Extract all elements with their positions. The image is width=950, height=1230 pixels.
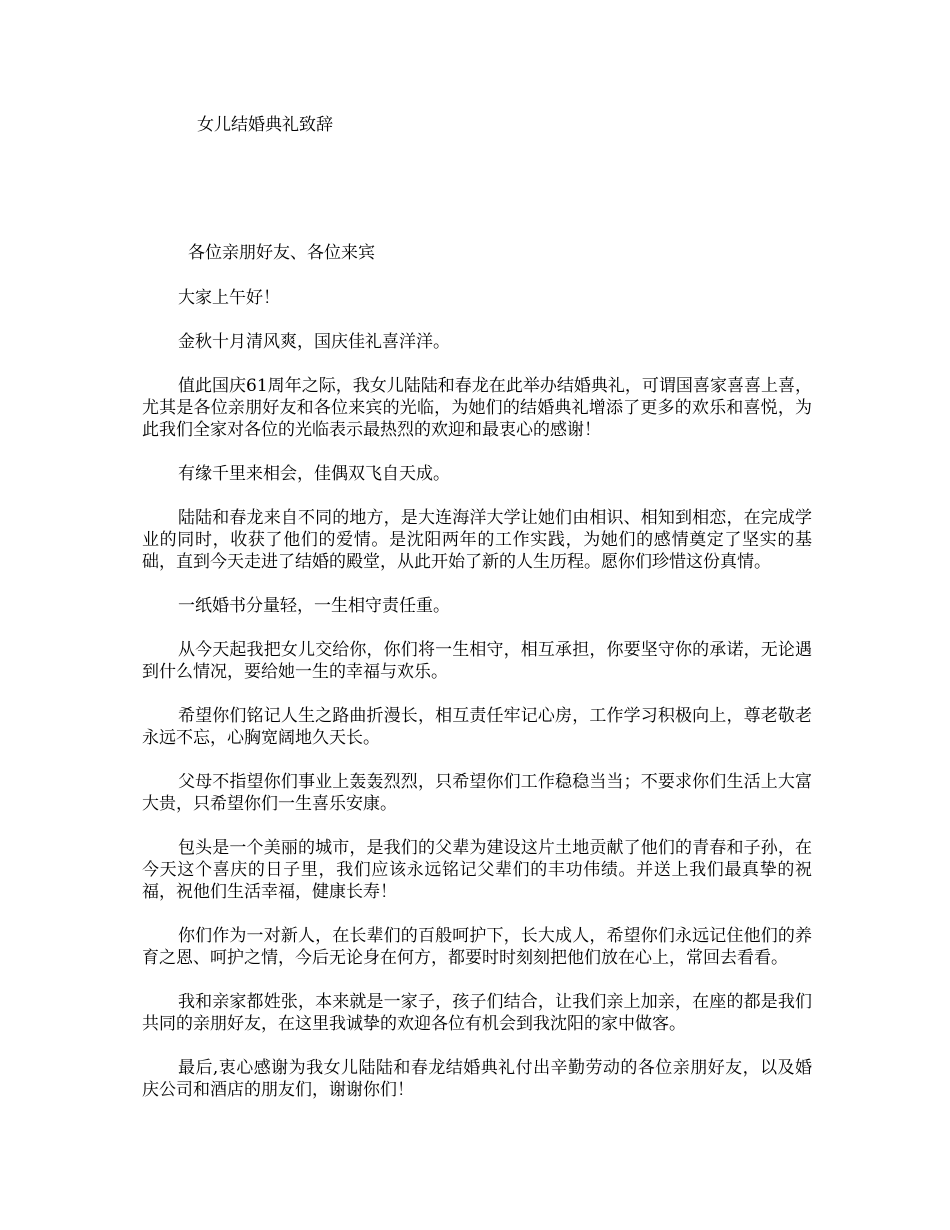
paragraph-greeting: 大家上午好！ [178, 288, 280, 308]
paragraph-remember-elders: 你们作为一对新人，在长辈们的百般呵护下，长大成人，希望你们永远记住他们的养育之恩、呵护之情，今后无论身在何方，都要时时刻刻把他们放在心上，常回去看看。 [142, 926, 812, 968]
paragraph-baotou: 包头是一个美丽的城市，是我们的父辈为建设这片土地贡献了他们的青春和子孙，在今天这个喜庆的日子里，我们应该永远铭记父辈们的丰功伟绩。并送上我们最真挚的祝福，祝他们生活幸福，健康长寿！ [142, 838, 812, 902]
paragraph-parents-wish: 父母不指望你们事业上轰轰烈烈，只希望你们工作稳稳当当；不要求你们生活上大富大贵，只希望你们一生喜乐安康。 [142, 772, 812, 814]
salutation: 各位亲朋好友、各位来宾 [188, 243, 375, 263]
paragraph-thanks: 最后,衷心感谢为我女儿陆陆和春龙结婚典礼付出辛勤劳动的各位亲朋好友，以及婚庆公司和酒店的朋友们，谢谢你们！ [142, 1058, 812, 1100]
paragraph-national-day: 值此国庆61周年之际，我女儿陆陆和春龙在此举办结婚典礼，可谓国喜家喜喜上喜，尤其是各位亲朋好友和各位来宾的光临，为她们的结婚典礼增添了更多的欢乐和喜悦，为此我们全家对各位的光临表示最热烈的欢迎和最衷心的感谢！ [142, 376, 812, 440]
paragraph-hope: 希望你们铭记人生之路曲折漫长，相互责任牢记心房，工作学习积极向上，尊老敬老永远不忘，心胸宽阔地久天长。 [142, 706, 812, 748]
paragraph-entrust-daughter: 从今天起我把女儿交给你，你们将一生相守，相互承担，你要坚守你的承诺，无论遇到什么情况，要给她一生的幸福与欢乐。 [142, 640, 812, 682]
paragraph-destiny: 有缘千里来相会，佳偶双飞自天成。 [178, 464, 450, 484]
paragraph-autumn: 金秋十月清风爽，国庆佳礼喜洋洋。 [178, 332, 450, 352]
paragraph-couple-story: 陆陆和春龙来自不同的地方，是大连海洋大学让她们由相识、相知到相恋，在完成学业的同时，收获了他们的爱情。是沈阳两年的工作实践，为她们的感情奠定了坚实的基础，直到今天走进了结婚的殿堂，从此开始了新的人生历程。愿你们珍惜这份真情。 [142, 508, 812, 572]
document-title: 女儿结婚典礼致辞 [197, 115, 333, 135]
paragraph-marriage-certificate: 一纸婚书分量轻，一生相守责任重。 [178, 596, 450, 616]
document-body [142, 287, 812, 1123]
paragraph-in-laws: 我和亲家都姓张，本来就是一家子，孩子们结合，让我们亲上加亲，在座的都是我们共同的亲朋好友，在这里我诚挚的欢迎各位有机会到我沈阳的家中做客。 [142, 992, 812, 1034]
